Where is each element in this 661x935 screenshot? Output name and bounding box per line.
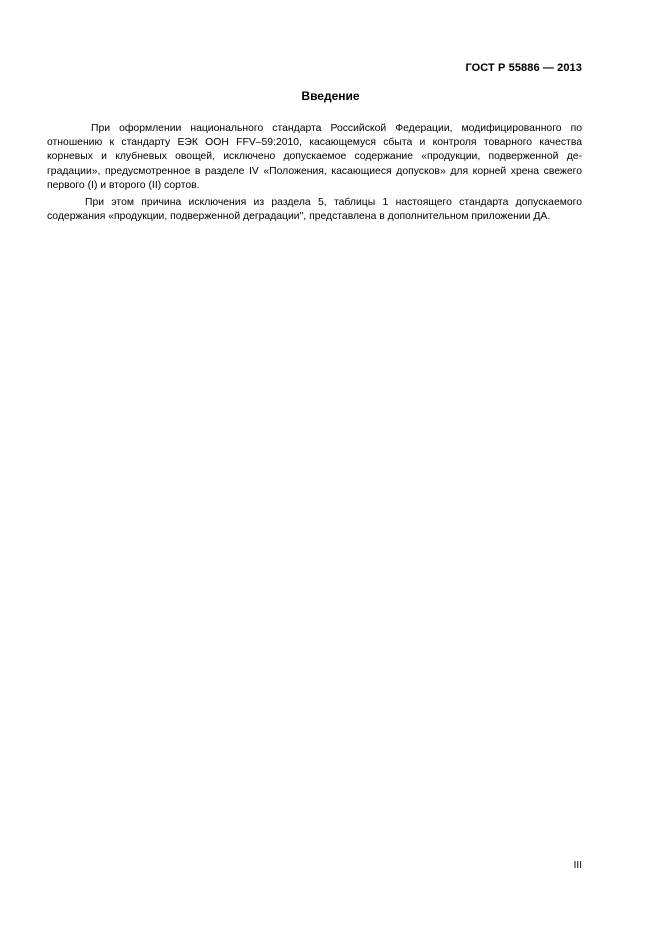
section-title: Введение [301,89,360,103]
page-number: III [573,860,582,871]
paragraph-2: При этом причина исключения из раздела 5, таблицы 1 настоящего стандарта допускаемого содержания «продукции, подверженной деградации", представлена в дополнительном приложении ДА. [47,197,582,223]
document-code: ГОСТ Р 55886 — 2013 [465,62,582,74]
body-text [47,122,582,224]
paragraph-1: При оформлении национального стандарта Российской Федерации, модифицированного по отношению к стандарту ЕЭК ООН FFV–59:2010, касающемуся сбыта и контроля товарного качества корневых и клубневых овощей, исключено допускаемое содержание «продукции, подверженной де-градации», предусмотренное в разделе IV «Положения, касающиеся допусков» для корней хрена свежего первого (I) и второго (II) сортов. [47,123,582,191]
